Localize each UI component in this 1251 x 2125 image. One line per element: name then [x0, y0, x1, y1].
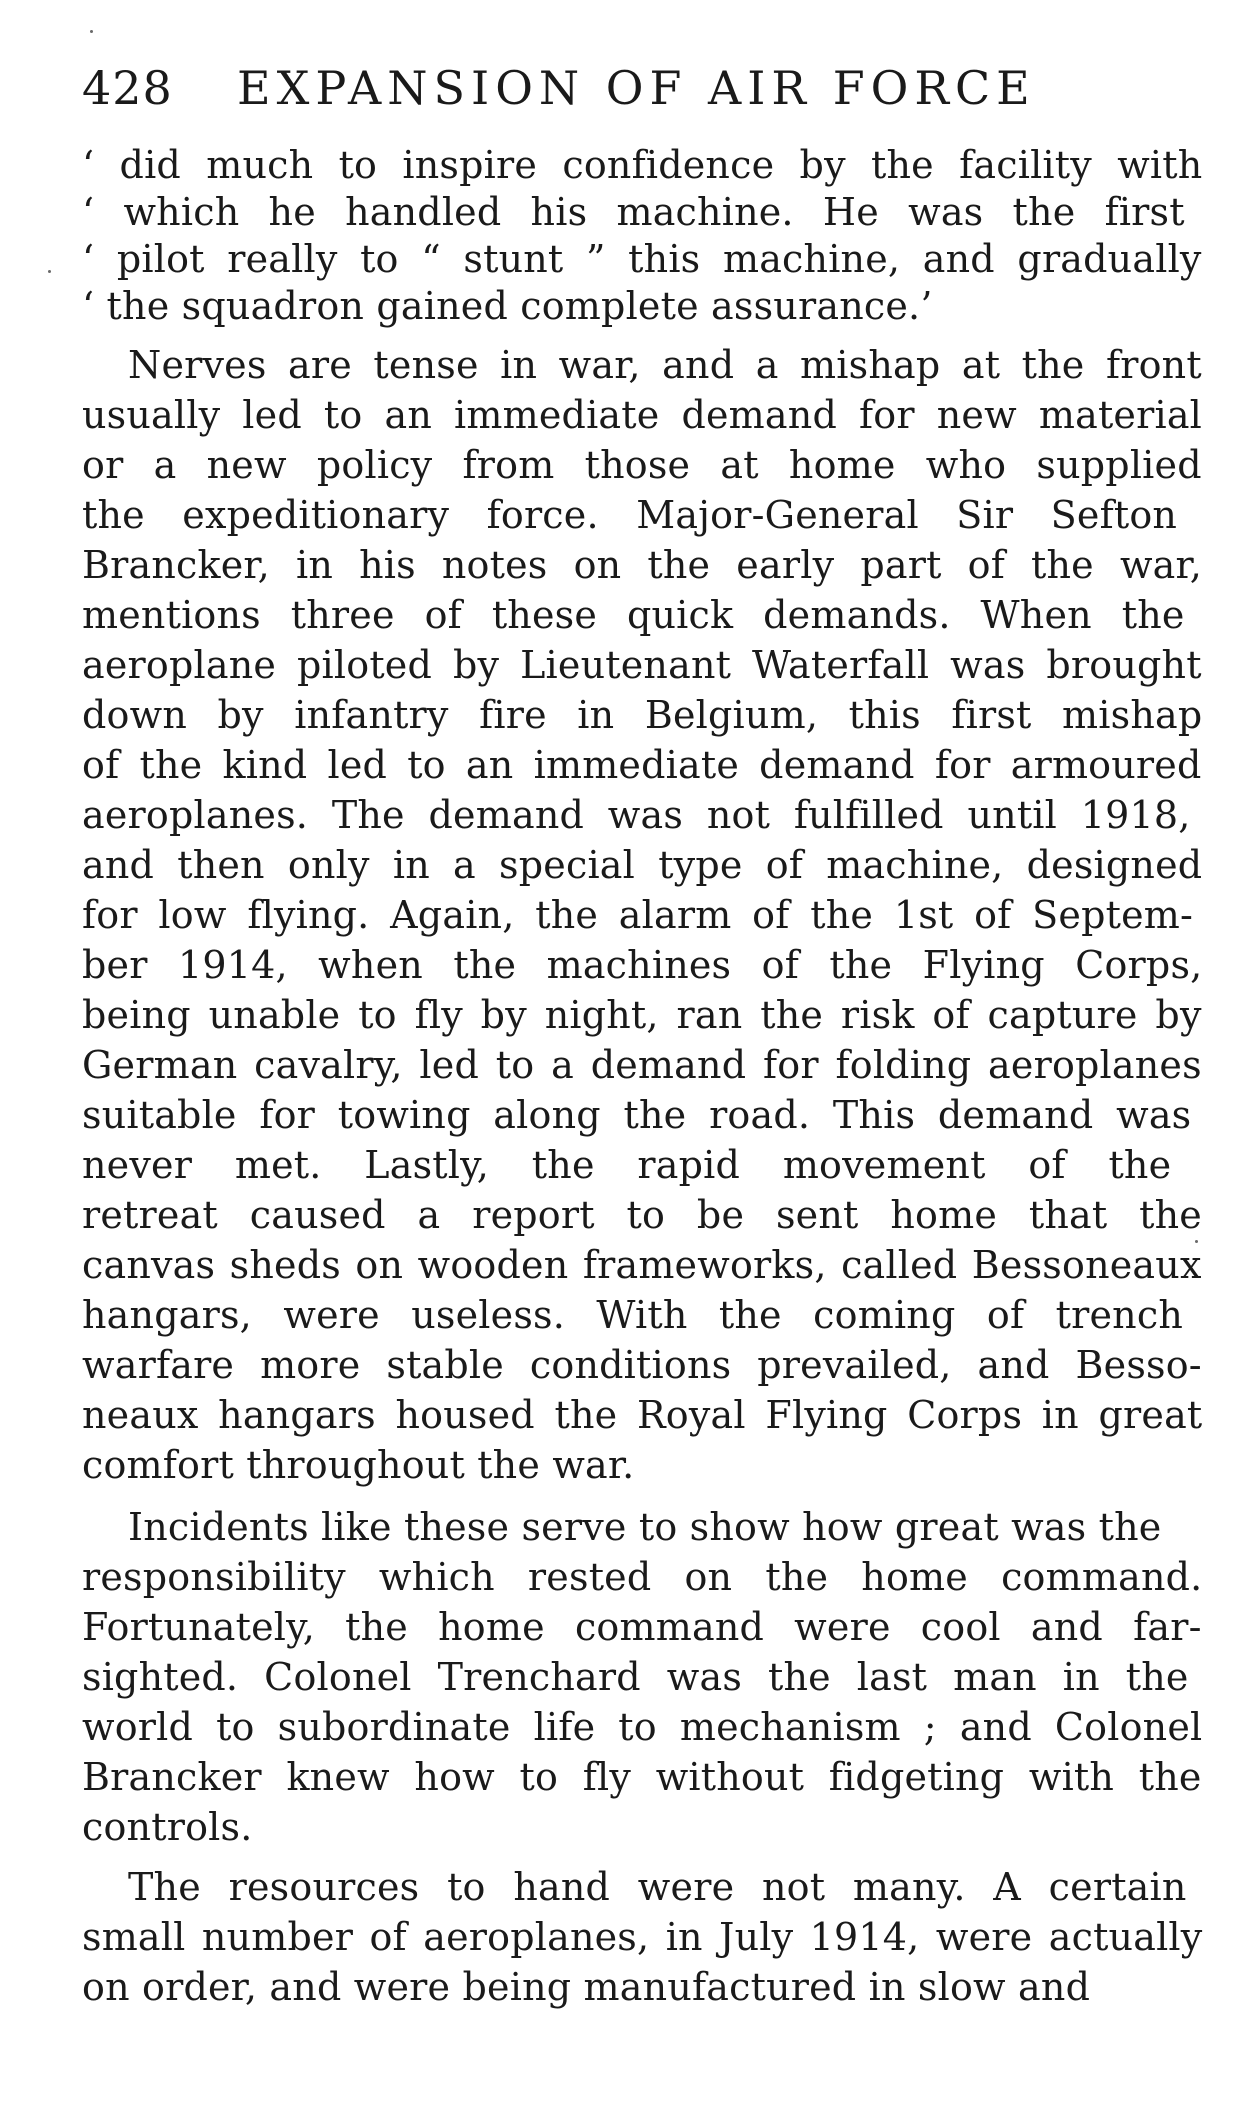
text-line: mentions three of these quick demands. When the — [82, 593, 1185, 637]
page-header — [82, 58, 1202, 118]
page-number: 428 — [82, 61, 173, 115]
text-line: German cavalry, led to a demand for folding aeroplanes — [82, 1043, 1202, 1087]
text-line: warfare more stable conditions prevailed, and Besso- — [82, 1343, 1202, 1387]
text-line: Brancker knew how to fly without fidgeting with the — [82, 1755, 1202, 1799]
text-line: on order, and were being manufactured in slow and — [82, 1965, 1091, 2009]
text-line: world to subordinate life to mechanism ; and Colonel — [82, 1705, 1203, 1749]
text-line: ‘ did much to inspire confidence by the facility with — [82, 143, 1203, 187]
paragraph-first-line: The resources to hand were not many. A certain — [128, 1865, 1187, 1909]
text-line: or a new policy from those at home who supplied — [82, 443, 1202, 487]
text-line: ber 1914, when the machines of the Flying Corps, — [82, 943, 1203, 987]
paper-speck — [48, 270, 51, 273]
text-line: down by infantry fire in Belgium, this first mishap — [82, 693, 1203, 737]
text-line: neaux hangars housed the Royal Flying Corps in great — [82, 1393, 1203, 1437]
paragraph-first-line: Incidents like these serve to show how great was the — [128, 1505, 1162, 1549]
text-line: retreat caused a report to be sent home that the — [82, 1193, 1202, 1237]
text-line: and then only in a special type of machine, designed — [82, 843, 1203, 887]
text-line: Fortunately, the home command were cool and far- — [82, 1605, 1202, 1649]
running-head: EXPANSION OF AIR FORCE — [237, 61, 1036, 115]
text-line: aeroplane piloted by Lieutenant Waterfall was brought — [82, 643, 1202, 687]
paper-speck — [90, 30, 93, 33]
text-line: sighted. Colonel Trenchard was the last man in the — [82, 1655, 1189, 1699]
text-line: for low flying. Again, the alarm of the 1st of Septem- — [82, 893, 1194, 937]
paper-speck — [1195, 1240, 1198, 1243]
text-line: Brancker, in his notes on the early part of the war, — [82, 543, 1202, 587]
paragraph-first-line: Nerves are tense in war, and a mishap at the front — [128, 343, 1202, 387]
text-line: controls. — [82, 1805, 253, 1849]
text-line: hangars, were useless. With the coming of trench — [82, 1293, 1184, 1337]
text-line: aeroplanes. The demand was not fulfilled until 1918, — [82, 793, 1191, 837]
text-line: comfort throughout the war. — [82, 1443, 635, 1487]
text-line: of the kind led to an immediate demand for armoured — [82, 743, 1202, 787]
text-line: suitable for towing along the road. This demand was — [82, 1093, 1192, 1137]
text-line: ‘ pilot really to “ stunt ” this machine, and gradually — [82, 237, 1202, 281]
text-line: the expeditionary force. Major-General Sir Sefton — [82, 493, 1178, 537]
text-line: ‘ which he handled his machine. He was the first — [82, 190, 1185, 234]
text-line: ‘ the squadron gained complete assurance.’ — [82, 284, 933, 328]
text-line: small number of aeroplanes, in July 1914, were actually — [82, 1915, 1203, 1959]
text-line: being unable to fly by night, ran the risk of capture by — [82, 993, 1202, 1037]
text-line: usually led to an immediate demand for new material — [82, 393, 1203, 437]
text-line: canvas sheds on wooden frameworks, called Bessoneaux — [82, 1243, 1202, 1287]
text-line: never met. Lastly, the rapid movement of the — [82, 1143, 1172, 1187]
text-line: responsibility which rested on the home command. — [82, 1555, 1203, 1599]
